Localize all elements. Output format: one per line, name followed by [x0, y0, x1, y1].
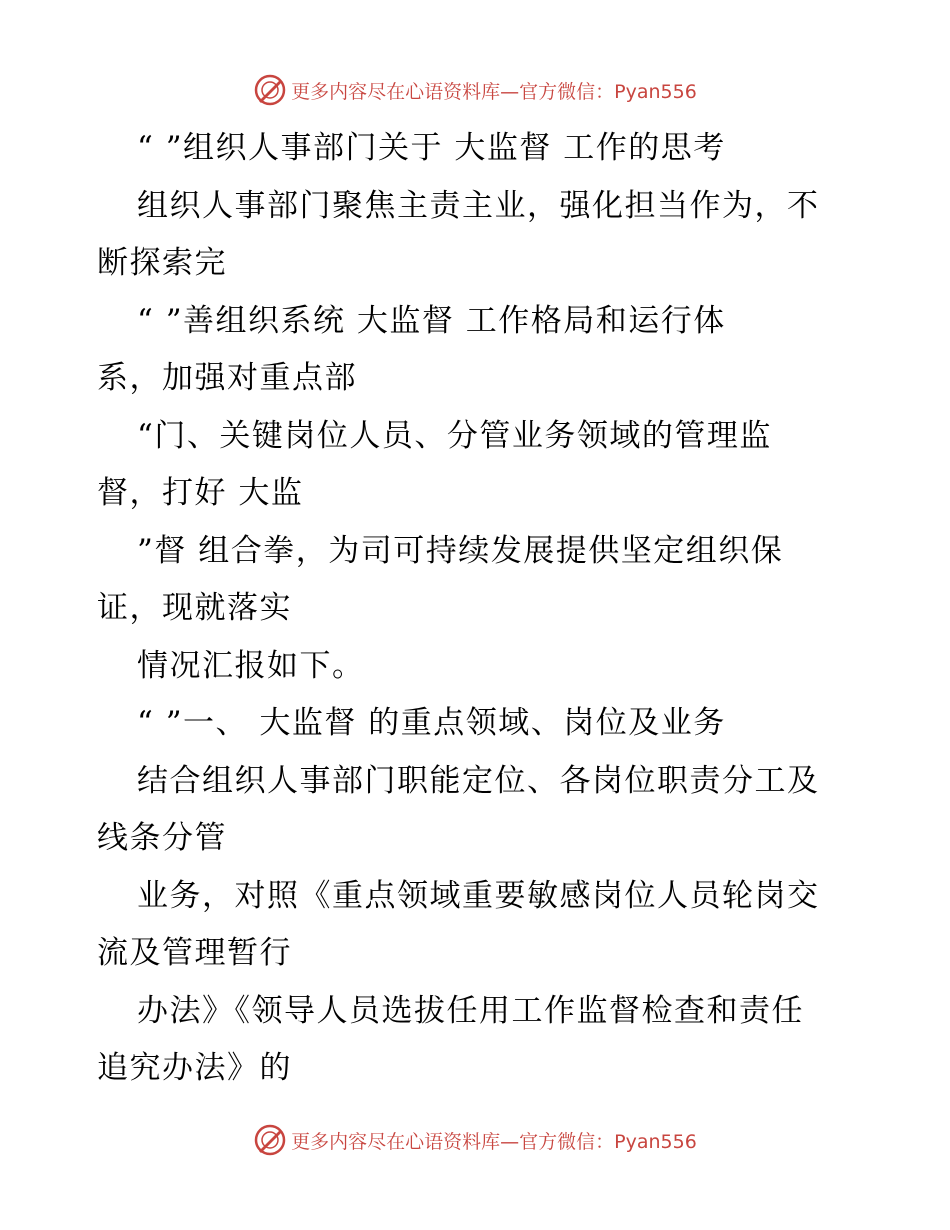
- section-heading: “ ”一、 大监督 的重点领域、岗位及业务: [137, 705, 726, 741]
- doc-line: 系，加强对重点部: [97, 360, 357, 396]
- doc-line: ”督 组合拳，为司可持续发展提供坚定组织保: [137, 532, 784, 569]
- header-watermark-text: 更多内容尽在心语资料库—官方微信：Pyan556: [291, 80, 697, 103]
- pen-logo-icon: [253, 1123, 287, 1157]
- doc-line: “ ”善组织系统 大监督 工作格局和运行体: [137, 302, 726, 339]
- doc-line: “门、关键岗位人员、分管业务领域的管理监: [137, 417, 772, 454]
- doc-title: “ ”组织人事部门关于 大监督 工作的思考: [137, 130, 726, 166]
- doc-line: 流及管理暂行: [97, 935, 292, 971]
- header-watermark: [0, 70, 950, 110]
- doc-line: 办法》《领导人员选拔任用工作监督检查和责任: [137, 992, 804, 1029]
- doc-line: 督，打好 大监: [97, 475, 304, 511]
- document-body: [97, 120, 857, 1098]
- doc-line: 情况汇报如下。: [137, 647, 365, 684]
- doc-line: 业务，对照《重点领域重要敏感岗位人员轮岗交: [137, 877, 820, 914]
- footer-watermark: [0, 1120, 950, 1160]
- pen-logo-icon: [253, 73, 287, 107]
- footer-watermark-text: 更多内容尽在心语资料库—官方微信：Pyan556: [291, 1130, 697, 1153]
- doc-line: 组织人事部门聚焦主责主业，强化担当作为，不: [137, 187, 820, 224]
- doc-line: 证，现就落实: [97, 590, 292, 626]
- doc-line: 结合组织人事部门职能定位、各岗位职责分工及: [137, 762, 820, 799]
- doc-line: 追究办法》的: [97, 1050, 292, 1086]
- doc-line: 断探索完: [97, 245, 227, 281]
- doc-line: 线条分管: [97, 820, 227, 856]
